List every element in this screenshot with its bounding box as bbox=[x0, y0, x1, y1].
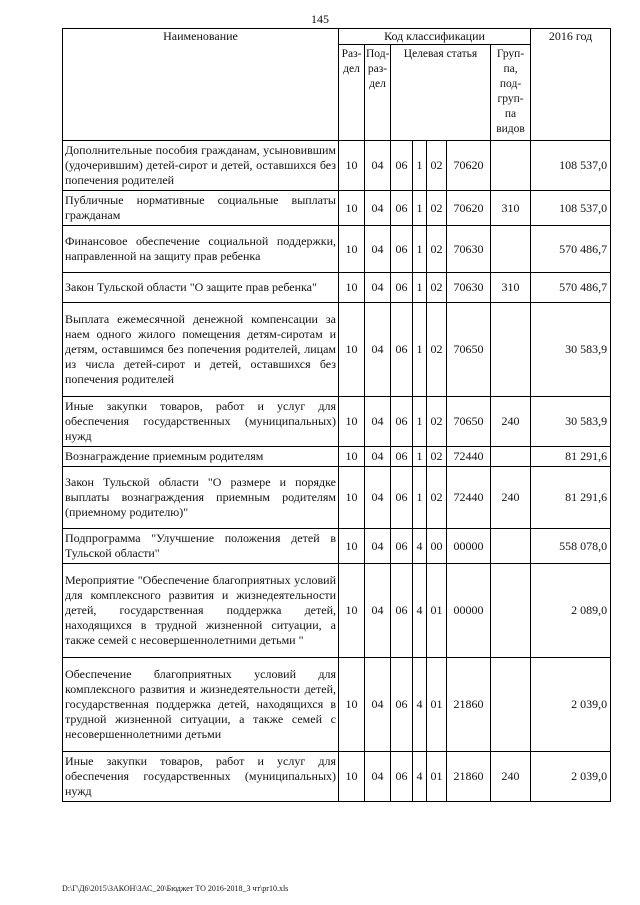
amount-cell: 2 089,0 bbox=[531, 564, 611, 658]
target-article-direction-cell: 70630 bbox=[447, 226, 491, 273]
row-name: Публичные нормативные социальные выплаты гражданам bbox=[63, 191, 339, 226]
target-article-event-cell: 01 bbox=[427, 752, 447, 802]
target-article-direction-cell: 21860 bbox=[447, 752, 491, 802]
target-article-subprogram-cell: 1 bbox=[413, 467, 427, 529]
podrazdel-cell: 04 bbox=[365, 529, 391, 564]
group-cell: 310 bbox=[491, 191, 531, 226]
table-row bbox=[63, 191, 611, 226]
target-article-direction-cell: 70650 bbox=[447, 397, 491, 447]
razdel-cell: 10 bbox=[339, 191, 365, 226]
row-name: Подпрограмма "Улучшение положения детей в Тульской области" bbox=[63, 529, 339, 564]
target-article-subprogram-cell: 1 bbox=[413, 447, 427, 467]
target-article-event-cell: 02 bbox=[427, 397, 447, 447]
header-target-article: Целевая статья bbox=[391, 45, 491, 141]
header-year: 2016 год bbox=[531, 29, 611, 141]
group-cell: 240 bbox=[491, 752, 531, 802]
razdel-cell: 10 bbox=[339, 397, 365, 447]
target-article-event-cell: 01 bbox=[427, 658, 447, 752]
table-row bbox=[63, 273, 611, 303]
podrazdel-cell: 04 bbox=[365, 467, 391, 529]
target-article-event-cell: 00 bbox=[427, 529, 447, 564]
amount-cell: 2 039,0 bbox=[531, 752, 611, 802]
row-name: Закон Тульской области "О размере и порядке выплаты вознаграждения приемным родителям (приемному родителю)" bbox=[63, 467, 339, 529]
row-name: Обеспечение благоприятных условий для комплексного развития и жизнедеятельности детей, государственная поддержка детей, находящихся в трудной жизненной ситуации, а также семей с несовершеннолетними детьми bbox=[63, 658, 339, 752]
amount-cell: 108 537,0 bbox=[531, 141, 611, 191]
row-name: Закон Тульской области "О защите прав ребенка" bbox=[63, 273, 339, 303]
razdel-cell: 10 bbox=[339, 447, 365, 467]
target-article-event-cell: 02 bbox=[427, 226, 447, 273]
target-article-subprogram-cell: 1 bbox=[413, 397, 427, 447]
table-row bbox=[63, 397, 611, 447]
budget-table bbox=[62, 28, 611, 802]
podrazdel-cell: 04 bbox=[365, 447, 391, 467]
target-article-subprogram-cell: 1 bbox=[413, 273, 427, 303]
target-article-subprogram-cell: 1 bbox=[413, 226, 427, 273]
row-name: Дополнительные пособия гражданам, усыновившим (удочерившим) детей-сирот и детей, оставшихся без попечения родителей bbox=[63, 141, 339, 191]
amount-cell: 558 078,0 bbox=[531, 529, 611, 564]
target-article-program-cell: 06 bbox=[391, 447, 413, 467]
target-article-direction-cell: 00000 bbox=[447, 529, 491, 564]
target-article-direction-cell: 70630 bbox=[447, 273, 491, 303]
target-article-program-cell: 06 bbox=[391, 226, 413, 273]
razdel-cell: 10 bbox=[339, 303, 365, 397]
amount-cell: 81 291,6 bbox=[531, 447, 611, 467]
row-name: Вознаграждение приемным родителям bbox=[63, 447, 339, 467]
target-article-program-cell: 06 bbox=[391, 273, 413, 303]
group-cell bbox=[491, 447, 531, 467]
row-name: Иные закупки товаров, работ и услуг для обеспечения государственных (муниципальных) нужд bbox=[63, 397, 339, 447]
group-cell: 310 bbox=[491, 273, 531, 303]
podrazdel-cell: 04 bbox=[365, 397, 391, 447]
amount-cell: 30 583,9 bbox=[531, 397, 611, 447]
header-podrazdel: Под-раз-дел bbox=[365, 45, 391, 141]
table-row bbox=[63, 226, 611, 273]
target-article-direction-cell: 00000 bbox=[447, 564, 491, 658]
header-name: Наименование bbox=[63, 29, 339, 141]
amount-cell: 108 537,0 bbox=[531, 191, 611, 226]
target-article-subprogram-cell: 1 bbox=[413, 191, 427, 226]
amount-cell: 570 486,7 bbox=[531, 273, 611, 303]
target-article-direction-cell: 72440 bbox=[447, 467, 491, 529]
podrazdel-cell: 04 bbox=[365, 141, 391, 191]
row-name: Финансовое обеспечение социальной поддержки, направленной на защиту прав ребенка bbox=[63, 226, 339, 273]
group-cell: 240 bbox=[491, 397, 531, 447]
razdel-cell: 10 bbox=[339, 752, 365, 802]
group-cell bbox=[491, 529, 531, 564]
group-cell bbox=[491, 141, 531, 191]
header-code-classification: Код классификации bbox=[339, 29, 531, 45]
target-article-subprogram-cell: 4 bbox=[413, 752, 427, 802]
row-name: Иные закупки товаров, работ и услуг для обеспечения государственных (муниципальных) нужд bbox=[63, 752, 339, 802]
target-article-direction-cell: 72440 bbox=[447, 447, 491, 467]
target-article-direction-cell: 21860 bbox=[447, 658, 491, 752]
group-cell bbox=[491, 303, 531, 397]
target-article-program-cell: 06 bbox=[391, 191, 413, 226]
table-row bbox=[63, 752, 611, 802]
target-article-program-cell: 06 bbox=[391, 141, 413, 191]
target-article-direction-cell: 70620 bbox=[447, 141, 491, 191]
amount-cell: 570 486,7 bbox=[531, 226, 611, 273]
podrazdel-cell: 04 bbox=[365, 658, 391, 752]
razdel-cell: 10 bbox=[339, 141, 365, 191]
target-article-program-cell: 06 bbox=[391, 529, 413, 564]
footer-file-path: D:\Г\Д6\2015\ЗАКОН\ЗАС_20\Бюджет ТО 2016-2018_3 чт\pr10.xls bbox=[62, 884, 289, 893]
header-group: Груп-па, под-груп-па видов bbox=[491, 45, 531, 141]
row-name: Выплата ежемесячной денежной компенсации за наем одного жилого помещения детям-сиротам и детям, оставшимся без попечения родителей, лицам из числа детей-сирот и детей, оставшихся без попечения родителей bbox=[63, 303, 339, 397]
razdel-cell: 10 bbox=[339, 467, 365, 529]
podrazdel-cell: 04 bbox=[365, 564, 391, 658]
razdel-cell: 10 bbox=[339, 564, 365, 658]
target-article-event-cell: 02 bbox=[427, 467, 447, 529]
page-number: 145 bbox=[311, 12, 329, 26]
group-cell bbox=[491, 226, 531, 273]
amount-cell: 2 039,0 bbox=[531, 658, 611, 752]
target-article-event-cell: 02 bbox=[427, 191, 447, 226]
target-article-event-cell: 01 bbox=[427, 564, 447, 658]
target-article-subprogram-cell: 4 bbox=[413, 658, 427, 752]
group-cell: 240 bbox=[491, 467, 531, 529]
target-article-subprogram-cell: 1 bbox=[413, 303, 427, 397]
header-razdel: Раз-дел bbox=[339, 45, 365, 141]
razdel-cell: 10 bbox=[339, 529, 365, 564]
target-article-subprogram-cell: 1 bbox=[413, 141, 427, 191]
table-body bbox=[63, 141, 611, 802]
target-article-direction-cell: 70620 bbox=[447, 191, 491, 226]
target-article-subprogram-cell: 4 bbox=[413, 529, 427, 564]
table-row bbox=[63, 564, 611, 658]
table-row bbox=[63, 658, 611, 752]
target-article-event-cell: 02 bbox=[427, 303, 447, 397]
table-header bbox=[63, 29, 611, 141]
podrazdel-cell: 04 bbox=[365, 303, 391, 397]
target-article-event-cell: 02 bbox=[427, 273, 447, 303]
target-article-program-cell: 06 bbox=[391, 564, 413, 658]
table-row bbox=[63, 141, 611, 191]
podrazdel-cell: 04 bbox=[365, 273, 391, 303]
target-article-subprogram-cell: 4 bbox=[413, 564, 427, 658]
target-article-event-cell: 02 bbox=[427, 447, 447, 467]
group-cell bbox=[491, 564, 531, 658]
target-article-direction-cell: 70650 bbox=[447, 303, 491, 397]
group-cell bbox=[491, 658, 531, 752]
table-row bbox=[63, 529, 611, 564]
target-article-program-cell: 06 bbox=[391, 397, 413, 447]
razdel-cell: 10 bbox=[339, 226, 365, 273]
amount-cell: 81 291,6 bbox=[531, 467, 611, 529]
razdel-cell: 10 bbox=[339, 658, 365, 752]
amount-cell: 30 583,9 bbox=[531, 303, 611, 397]
table-row bbox=[63, 303, 611, 397]
podrazdel-cell: 04 bbox=[365, 226, 391, 273]
row-name: Мероприятие "Обеспечение благоприятных условий для комплексного развития и жизнедеятельности детей, государственная поддержка детей, находящихся в трудной жизненной ситуации, а также семей с несовершеннолетними детьми " bbox=[63, 564, 339, 658]
target-article-program-cell: 06 bbox=[391, 467, 413, 529]
podrazdel-cell: 04 bbox=[365, 752, 391, 802]
target-article-program-cell: 06 bbox=[391, 752, 413, 802]
podrazdel-cell: 04 bbox=[365, 191, 391, 226]
razdel-cell: 10 bbox=[339, 273, 365, 303]
table-row bbox=[63, 447, 611, 467]
target-article-event-cell: 02 bbox=[427, 141, 447, 191]
table-row bbox=[63, 467, 611, 529]
target-article-program-cell: 06 bbox=[391, 658, 413, 752]
target-article-program-cell: 06 bbox=[391, 303, 413, 397]
